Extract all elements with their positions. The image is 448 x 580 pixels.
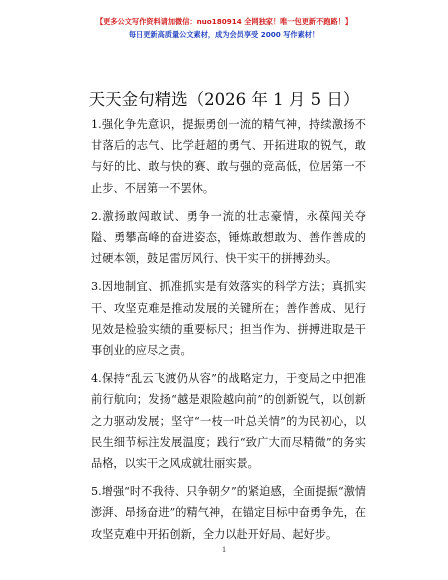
document-body xyxy=(91,114,366,552)
paragraph-3: 3.因地制宜、抓准抓实是有效落实的科学方法；真抓实干、攻坚克难是推动发展的关键所在；善作善成、见行见效是检验实绩的重要标尺；担当作为、拼搏进取是干事创业的应尽之责。 xyxy=(91,280,366,358)
page-number: 1 xyxy=(222,545,226,554)
promo-banner-line1: 【更多公文写作资料请加微信：nuo180914 全网独家！唯一包更新不跑路！】 xyxy=(95,17,353,26)
paragraph-5: 5.增强“时不我待、只争朝夕”的紧迫感，全面提振“激情澎湃、昂扬奋进”的精气神，在锚定目标中奋勇争先，在攻坚克难中开拓创新，全力以赴开好局、起好步。 xyxy=(91,485,366,541)
paragraph-1: 1.强化争先意识，提振勇创一流的精气神，持续激扬不甘落后的志气、比学赶超的勇气、开拓进取的锐气，敢与好的比、敢与快的赛、敢与强的竞高低，位居第一不止步、不居第一不罢休。 xyxy=(91,118,366,195)
page-title: 天天金句精选（2026 年 1 月 5 日） xyxy=(88,90,360,109)
promo-banner-line2: 每日更新高质量公文素材，成为会员享受 2000 写作素材！ xyxy=(128,30,320,39)
paragraph-4: 4.保持“乱云飞渡仍从容”的战略定力，于变局之中把准前行航向；发扬“越是艰险越向前”的创新锐气，以创新之力驱动发展；坚守“一枝一叶总关情”的为民初心，以民生细节标注发展温度；践行“致广大而尽精微”的务实品格，以实干之风成就壮丽实景。 xyxy=(91,372,366,471)
paragraph-2: 2.激扬敢闯敢试、勇争一流的壮志豪情，永葆闯关夺隘、勇攀高峰的奋进姿态，锤炼敢想敢为、善作善成的过硬本领，鼓足雷厉风行、快干实干的拼搏劲头。 xyxy=(91,209,366,266)
